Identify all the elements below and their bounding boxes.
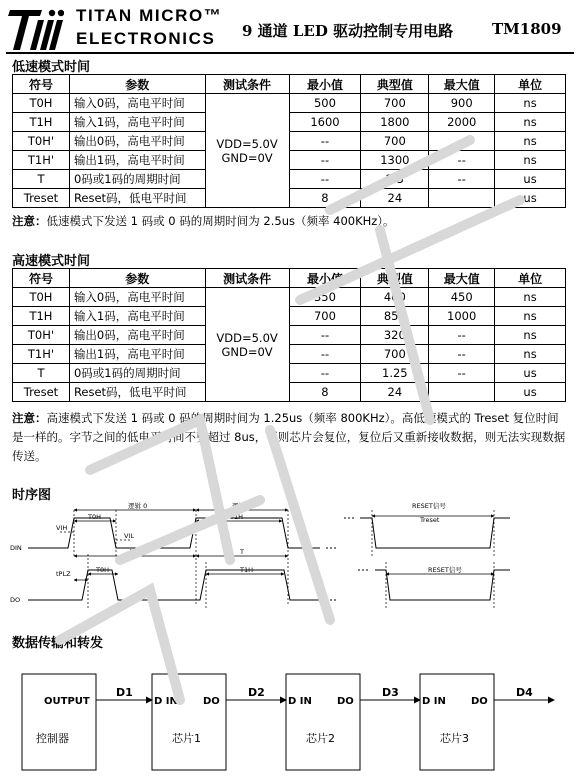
- high-speed-body: [13, 288, 566, 402]
- table-cell: 输出1码，高电平时间: [69, 345, 205, 364]
- link-d1-label: D1: [116, 686, 133, 699]
- table-cell: --: [429, 345, 495, 364]
- table-cell: [429, 189, 495, 208]
- controller-port-label: OUTPUT: [44, 696, 90, 707]
- table-cell: 1800: [361, 113, 429, 132]
- header-cell: 单位: [495, 75, 566, 94]
- table-cell: us: [495, 383, 566, 402]
- table-cell: us: [495, 170, 566, 189]
- table-cell: --: [429, 151, 495, 170]
- table-cell: 输出1码，高电平时间: [69, 151, 205, 170]
- header-cell: 参数: [69, 269, 205, 288]
- table-cell: --: [289, 345, 361, 364]
- table-cell: --: [429, 132, 495, 151]
- flow-title: 数据传输和转发: [12, 636, 104, 651]
- table-cell: T0H': [13, 326, 70, 345]
- table-cell: us: [495, 189, 566, 208]
- chip2-din-label: D IN: [288, 696, 312, 707]
- table-row: [13, 383, 566, 402]
- table-row: [13, 326, 566, 345]
- document-model: TM1809: [492, 20, 562, 38]
- header-cell: 测试条件: [205, 269, 289, 288]
- table-row: [13, 94, 566, 113]
- chip2-box: [286, 674, 360, 770]
- condition-vdd: VDD=5.0V: [216, 330, 278, 345]
- timing-title: 时序图: [12, 488, 52, 503]
- high-speed-note: 注意：高速模式下发送 1 码或 0 码的周期时间为 1.25us（频率 800KHz）。高低速模式的 Treset 复位时间是一样的。字节之间的低电平时间不要超过 8us，否则芯片会复位，复位后又重新接收数据，则无法实现数据传送。: [12, 411, 566, 463]
- t-label-2: T: [240, 548, 244, 556]
- header-cell: 典型值: [361, 75, 429, 94]
- table-cell: 24: [361, 189, 429, 208]
- table-cell: 500: [289, 94, 361, 113]
- condition-vdd: VDD=5.0V: [216, 136, 278, 151]
- table-cell: T0H: [13, 94, 70, 113]
- chip3-din-label: D IN: [422, 696, 446, 707]
- t0h-label: T0H: [88, 513, 101, 521]
- table-cell: T1H': [13, 345, 70, 364]
- table-cell: us: [495, 364, 566, 383]
- table-cell: --: [289, 132, 361, 151]
- table-cell: T1H': [13, 151, 70, 170]
- table-cell: ns: [495, 307, 566, 326]
- header-cell: 最小值: [289, 269, 361, 288]
- header-cell: 符号: [13, 269, 70, 288]
- table-cell: ns: [495, 94, 566, 113]
- table-cell: 输入0码，高电平时间: [69, 94, 205, 113]
- controller-box: [22, 674, 96, 770]
- condition-gnd: GND=0V: [221, 344, 273, 359]
- logic0-label: 逻辑 0: [128, 502, 148, 510]
- table-row: [13, 151, 566, 170]
- table-cell: 24: [361, 383, 429, 402]
- table-cell: 0码或1码的周期时间: [69, 170, 205, 189]
- table-cell: T0H': [13, 132, 70, 151]
- table-cell: --: [289, 326, 361, 345]
- reset-signal-label-din: RESET信号: [412, 502, 446, 510]
- link-d2-label: D2: [248, 686, 265, 699]
- chip3-label: 芯片3: [440, 732, 469, 745]
- vil-label: VIL: [124, 532, 134, 540]
- header-cell: 测试条件: [205, 75, 289, 94]
- table-cell: --: [289, 364, 361, 383]
- table-cell: --: [429, 364, 495, 383]
- link-d3-label: D3: [382, 686, 399, 699]
- table-row: [13, 364, 566, 383]
- table-header-row: [13, 75, 566, 94]
- table-row: [13, 132, 566, 151]
- table-cell: T0H: [13, 288, 70, 307]
- t-label-1: T: [130, 548, 134, 556]
- table-cell: 700: [361, 345, 429, 364]
- table-cell: T1H: [13, 307, 70, 326]
- table-cell: ns: [495, 288, 566, 307]
- brand-line-1: TITAN MICRO™: [76, 6, 223, 25]
- table-cell: 输入1码，高电平时间: [69, 113, 205, 132]
- document-title: 9 通道 LED 驱动控制专用电路: [242, 22, 454, 40]
- table-cell: 1000: [429, 307, 495, 326]
- reset-signal-label-do: RESET信号: [428, 566, 462, 574]
- chip1-din-label: D IN: [154, 696, 178, 707]
- brand-line-2: ELECTRONICS: [76, 29, 216, 48]
- table-row: [13, 307, 566, 326]
- low-speed-note: 注意：低速模式下发送 1 码或 0 码的周期时间为 2.5us（频率 400KHz）。: [12, 214, 395, 228]
- table-cell: 350: [289, 288, 361, 307]
- low-speed-title: 低速模式时间: [12, 60, 91, 75]
- header-cell: 最小值: [289, 75, 361, 94]
- table-cell: 700: [289, 307, 361, 326]
- table-row: [13, 170, 566, 189]
- table-cell: --: [429, 170, 495, 189]
- t1h-out-label: T1H: [240, 566, 253, 574]
- table-row: [13, 113, 566, 132]
- header-cell: 典型值: [361, 269, 429, 288]
- table-row: [13, 189, 566, 208]
- table-cell: 8: [289, 383, 361, 402]
- table-cell: Treset: [13, 383, 70, 402]
- table-cell: 8: [289, 189, 361, 208]
- tplz-label: tPLZ: [56, 570, 71, 578]
- table-cell: --: [429, 326, 495, 345]
- table-cell: 850: [361, 307, 429, 326]
- link-d4-label: D4: [516, 686, 533, 699]
- do-waveform: [28, 570, 320, 600]
- t0h-out-label: T0H: [96, 566, 109, 574]
- table-cell: 700: [361, 132, 429, 151]
- header-cell: 单位: [495, 269, 566, 288]
- table-cell: 900: [429, 94, 495, 113]
- chip2-do-label: DO: [337, 696, 354, 707]
- table-cell: ns: [495, 345, 566, 364]
- table-cell: Reset码，低电平时间: [69, 383, 205, 402]
- header-cell: 最大值: [429, 75, 495, 94]
- table-header-row: [13, 269, 566, 288]
- table-cell: T: [13, 364, 70, 383]
- header-cell: 最大值: [429, 269, 495, 288]
- table-cell: --: [289, 151, 361, 170]
- table-cell: Treset: [13, 189, 70, 208]
- table-cell: 1.25: [361, 364, 429, 383]
- titan-logo-icon: [8, 6, 64, 52]
- table-cell: 400: [361, 288, 429, 307]
- table-cell: ns: [495, 326, 566, 345]
- table-cell: 2.5: [361, 170, 429, 189]
- do-label: DO: [10, 596, 21, 604]
- table-cell: 2000: [429, 113, 495, 132]
- table-cell: 320: [361, 326, 429, 345]
- vih-label: VIH: [56, 524, 68, 532]
- high-speed-title: 高速模式时间: [12, 254, 91, 269]
- din-waveform: [28, 518, 320, 548]
- table-cell: ns: [495, 113, 566, 132]
- chip1-box: [152, 674, 226, 770]
- high-speed-table: [12, 268, 566, 402]
- controller-label: 控制器: [36, 732, 69, 745]
- table-cell: 输出0码，高电平时间: [69, 326, 205, 345]
- chip1-do-label: DO: [203, 696, 220, 707]
- logic1-label: 逻辑 1: [232, 502, 252, 510]
- low-speed-body: [13, 94, 566, 208]
- din-label: DIN: [10, 544, 22, 552]
- table-cell: 输入0码，高电平时间: [69, 288, 205, 307]
- chip1-label: 芯片1: [172, 732, 201, 745]
- table-cell: ns: [495, 151, 566, 170]
- table-cell: 输出0码，高电平时间: [69, 132, 205, 151]
- page-header: [0, 0, 580, 54]
- do-reset-waveform: [375, 570, 510, 600]
- treset-label: Treset: [420, 516, 440, 524]
- table-cell: [429, 383, 495, 402]
- header-divider: [6, 52, 574, 54]
- table-cell: ns: [495, 132, 566, 151]
- low-speed-table: [12, 74, 566, 208]
- table-cell: 700: [361, 94, 429, 113]
- condition-gnd: GND=0V: [221, 150, 273, 165]
- table-cell: 1600: [289, 113, 361, 132]
- table-cell: 0码或1码的周期时间: [69, 364, 205, 383]
- chip3-do-label: DO: [471, 696, 488, 707]
- table-cell: 1300: [361, 151, 429, 170]
- table-row: [13, 288, 566, 307]
- table-cell: 450: [429, 288, 495, 307]
- header-cell: 符号: [13, 75, 70, 94]
- chip3-box: [420, 674, 494, 770]
- t1h-label: T1H: [230, 513, 243, 521]
- test-condition-cell: [205, 94, 289, 208]
- chip2-label: 芯片2: [306, 732, 335, 745]
- timing-diagram: [0, 488, 580, 620]
- table-cell: T: [13, 170, 70, 189]
- table-cell: --: [289, 170, 361, 189]
- test-condition-cell: [205, 288, 289, 402]
- table-row: [13, 345, 566, 364]
- header-cell: 参数: [69, 75, 205, 94]
- table-cell: T1H: [13, 113, 70, 132]
- table-cell: Reset码，低电平时间: [69, 189, 205, 208]
- data-flow-diagram: [0, 660, 580, 772]
- table-cell: 输入1码，高电平时间: [69, 307, 205, 326]
